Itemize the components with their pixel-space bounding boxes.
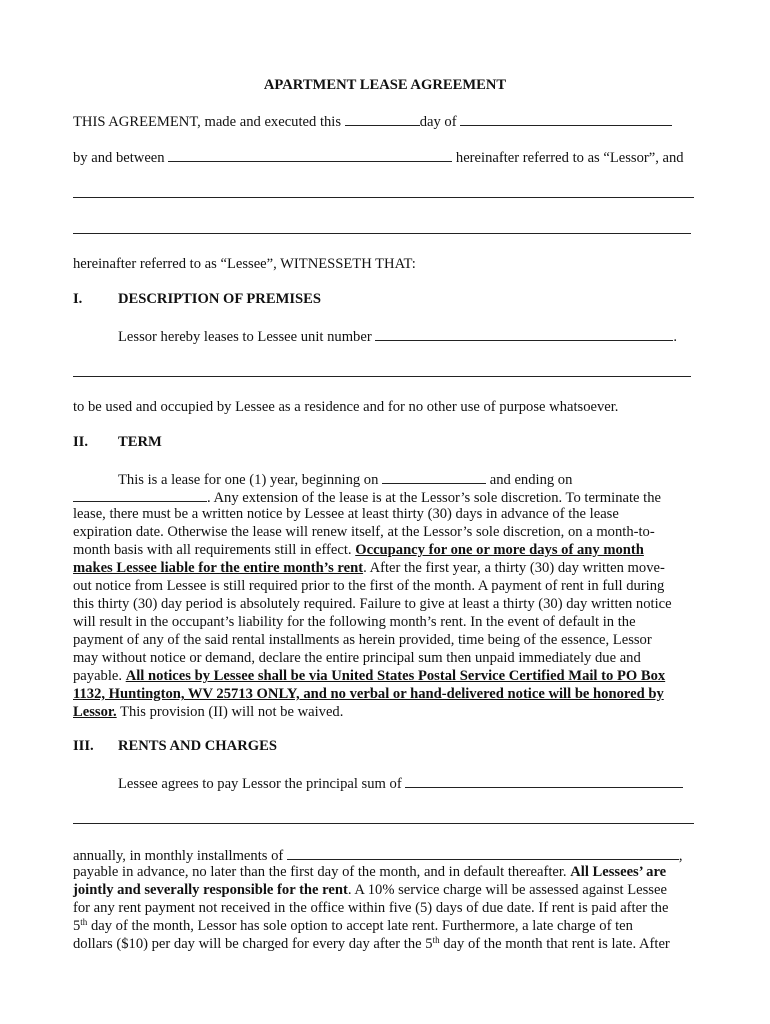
joint-liability-clause: All Lessees’ are	[570, 864, 667, 880]
term-line-5	[73, 541, 644, 559]
end-date-blank[interactable]	[73, 487, 207, 502]
rent-line-1	[118, 773, 683, 793]
unit-text: Lessor hereby leases to Lessee unit number	[118, 329, 372, 345]
term-text: This is a lease for one (1) year, beginning on	[118, 472, 379, 488]
notice-clause: 1132, Huntington, WV 25713 ONLY, and no verbal or hand-delivered notice will be honored by	[73, 686, 664, 702]
term-line-10: payment of any of the said rental installments as herein provided, time being of the essence, Lessor	[73, 632, 652, 648]
unit-number-blank[interactable]	[375, 326, 673, 341]
rent-line-6	[73, 917, 633, 935]
intro-text: hereinafter referred to as “Lessor”, and	[455, 150, 684, 166]
term-line-6	[73, 559, 665, 577]
section-number: I.	[73, 291, 83, 307]
term-line-4: expiration date. Otherwise the lease will renew itself, at the Lessor’s sole discretion, on a month-to-	[73, 524, 655, 540]
unit-number-line	[118, 326, 677, 346]
rent-line-3	[73, 863, 666, 881]
joint-liability-clause: jointly and severally responsible for the rent	[73, 882, 348, 898]
rent-line-4	[73, 881, 667, 899]
period: .	[673, 329, 678, 345]
term-line-7: out notice from Lessee is still required prior to the first of the month. A payment of rent in full during	[73, 578, 665, 594]
term-line-11: may without notice or demand, declare the entire principal sum then unpaid immediately due and	[73, 650, 641, 666]
term-line-12	[73, 667, 665, 685]
rent-line-2	[73, 845, 683, 865]
term-line-9: will result in the occupant’s liability for the following month’s rent. In the event of default in the	[73, 614, 636, 630]
term-line-14	[73, 703, 343, 721]
term-line-13	[73, 685, 664, 703]
notice-clause: Lessor.	[73, 704, 117, 720]
principal-sum-blank[interactable]	[405, 773, 683, 788]
occupancy-clause: Occupancy for one or more days of any month	[355, 542, 644, 558]
intro-text: by and between	[73, 150, 165, 166]
term-text: month basis with all requirements still in effect.	[73, 542, 356, 558]
term-text: . Any extension of the lease is at the Lessor’s sole discretion. To terminate the	[207, 490, 661, 506]
lessee-name-blank[interactable]	[73, 197, 694, 198]
rent-text: Lessee agrees to pay Lessor the principal sum of	[118, 776, 402, 792]
term-text: . After the first year, a thirty (30) day written move-	[363, 560, 665, 576]
section-heading: DESCRIPTION OF PREMISES	[118, 291, 321, 307]
rent-text: 5	[73, 918, 81, 934]
rent-text: payable in advance, no later than the first day of the month, and in default thereafter.	[73, 864, 571, 880]
term-text: This provision (II) will not be waived.	[116, 704, 344, 720]
comma: ,	[678, 848, 683, 864]
section-heading: TERM	[118, 434, 162, 450]
section-number: II.	[73, 434, 89, 450]
ordinal-suffix: th	[432, 935, 440, 945]
lessee-definition: hereinafter referred to as “Lessee”, WITNESSETH THAT:	[73, 256, 416, 272]
notice-clause: All notices by Lessee shall be via United States Postal Service Certified Mail to PO Box	[125, 668, 666, 684]
principal-sum-continuation-blank[interactable]	[73, 823, 694, 824]
rent-text: day of the month that rent is late. After	[439, 936, 670, 952]
rent-text: day of the month, Lessor has sole option to accept late rent. Furthermore, a late charge of ten	[87, 918, 633, 934]
lessor-name-blank[interactable]	[168, 147, 452, 162]
term-text: and ending on	[489, 472, 573, 488]
ordinal-suffix: th	[80, 917, 88, 927]
term-line-3: lease, there must be a written notice by Lessee at least thirty (30) days in advance of the lease	[73, 506, 619, 522]
section-number: III.	[73, 738, 94, 754]
lessee-name-blank-2[interactable]	[73, 233, 691, 234]
month-blank[interactable]	[460, 111, 672, 126]
intro-parties-line	[73, 147, 684, 167]
intro-date-line	[73, 111, 672, 131]
rent-line-7	[73, 935, 670, 953]
monthly-installment-blank[interactable]	[287, 845, 679, 860]
rent-text: dollars ($10) per day will be charged for every day after the 5	[73, 936, 433, 952]
rent-line-5: for any rent payment not received in the office within five (5) days of due date. If rent is paid after the	[73, 900, 669, 916]
start-date-blank[interactable]	[382, 469, 486, 484]
term-line-1	[118, 469, 572, 489]
use-clause: to be used and occupied by Lessee as a residence and for no other use of purpose whatsoever.	[73, 399, 619, 415]
rent-text: . A 10% service charge will be assessed against Lessee	[347, 882, 667, 898]
day-blank[interactable]	[345, 111, 420, 126]
intro-text: THIS AGREEMENT, made and executed this	[73, 114, 342, 130]
occupancy-clause: makes Lessee liable for the entire month’s rent	[73, 560, 364, 576]
unit-continuation-blank[interactable]	[73, 376, 691, 377]
section-heading: RENTS AND CHARGES	[118, 738, 277, 754]
term-line-8: this thirty (30) day period is absolutely required. Failure to give at least a thirty (30) day written notice	[73, 596, 672, 612]
rent-text: annually, in monthly installments of	[73, 848, 284, 864]
term-text: payable.	[73, 668, 126, 684]
document-title: APARTMENT LEASE AGREEMENT	[263, 77, 507, 93]
term-line-2	[73, 487, 661, 507]
intro-text: day of	[419, 114, 457, 130]
